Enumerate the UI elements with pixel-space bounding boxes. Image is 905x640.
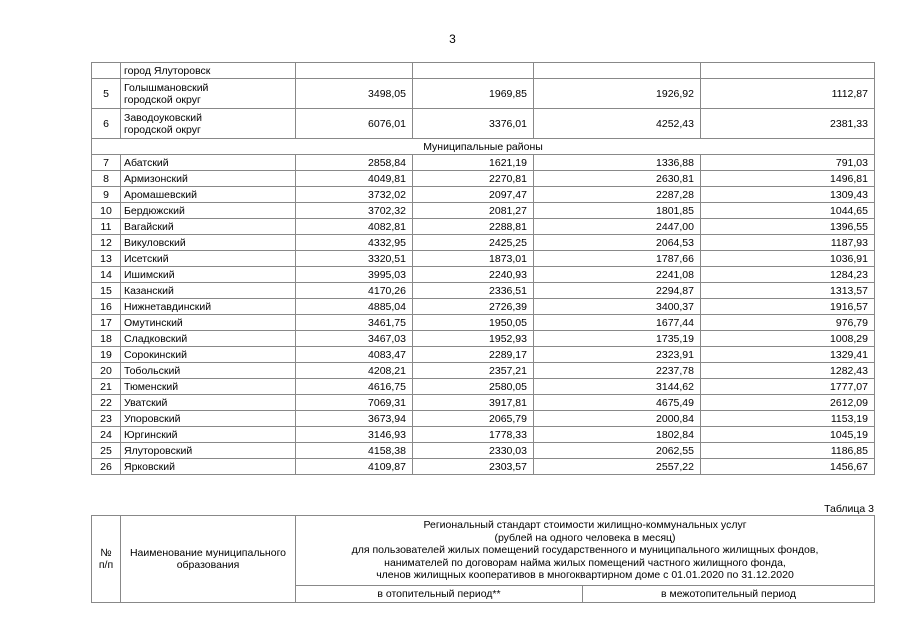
value-cell: 2097,47: [413, 187, 534, 203]
row-number-cell: 9: [92, 187, 121, 203]
table-3-label: Таблица 3: [824, 503, 874, 515]
row-number-cell: 24: [92, 427, 121, 443]
row-number-cell: 23: [92, 411, 121, 427]
table-row: [92, 411, 875, 427]
row-number-cell: 5: [92, 79, 121, 109]
municipality-name-cell: Ярковский: [121, 459, 296, 475]
row-number-cell: 8: [92, 171, 121, 187]
page-number: 3: [449, 32, 456, 46]
value-cell: 2612,09: [701, 395, 875, 411]
municipality-name-cell: [121, 79, 296, 109]
value-cell: 3917,81: [413, 395, 534, 411]
value-cell: 4082,81: [296, 219, 413, 235]
value-cell: 2287,28: [534, 187, 701, 203]
municipality-name-cell: Упоровский: [121, 411, 296, 427]
table-3-header: [91, 515, 875, 603]
municipality-name-cell: город Ялуторовск: [121, 63, 296, 79]
value-cell: 4675,49: [534, 395, 701, 411]
value-cell: 3320,51: [296, 251, 413, 267]
value-cell: 4616,75: [296, 379, 413, 395]
value-cell: 1396,55: [701, 219, 875, 235]
table-row: [92, 171, 875, 187]
municipality-name-cell: Вагайский: [121, 219, 296, 235]
standard-cost-header-line: Региональный стандарт стоимости жилищно-коммунальных услуг: [423, 519, 747, 532]
value-cell: 2270,81: [413, 171, 534, 187]
table-row: [92, 155, 875, 171]
municipality-name-cell: Ялуторовский: [121, 443, 296, 459]
municipality-name-line: городской округ: [124, 93, 201, 106]
value-cell: 1153,19: [701, 411, 875, 427]
table-row: [92, 443, 875, 459]
value-cell: 1309,43: [701, 187, 875, 203]
value-cell: [534, 63, 701, 79]
municipality-name-cell: Тобольский: [121, 363, 296, 379]
value-cell: 3461,75: [296, 315, 413, 331]
value-cell: 791,03: [701, 155, 875, 171]
value-cell: 3376,01: [413, 109, 534, 139]
municipality-name-cell: Ишимский: [121, 267, 296, 283]
row-number-cell: 18: [92, 331, 121, 347]
column-name-header-line: Наименование муниципального: [129, 546, 287, 559]
value-cell: 1952,93: [413, 331, 534, 347]
row-number-cell: 20: [92, 363, 121, 379]
value-cell: 2237,78: [534, 363, 701, 379]
municipality-name-cell: Бердюжский: [121, 203, 296, 219]
value-cell: 1313,57: [701, 283, 875, 299]
municipality-name-cell: Сорокинский: [121, 347, 296, 363]
table-row: [92, 219, 875, 235]
value-cell: 1186,85: [701, 443, 875, 459]
value-cell: 1456,67: [701, 459, 875, 475]
column-number-header-line: п/п: [98, 559, 114, 571]
regional-standard-table: [91, 62, 875, 475]
value-cell: 3146,93: [296, 427, 413, 443]
row-number-cell: 16: [92, 299, 121, 315]
value-cell: [413, 63, 534, 79]
value-cell: 7069,31: [296, 395, 413, 411]
value-cell: 2303,57: [413, 459, 534, 475]
row-number-cell: 6: [92, 109, 121, 139]
value-cell: 2726,39: [413, 299, 534, 315]
table-row: [92, 235, 875, 251]
municipality-name-line: городской округ: [124, 123, 201, 136]
value-cell: 3144,62: [534, 379, 701, 395]
table-row: [92, 315, 875, 331]
value-cell: 1044,65: [701, 203, 875, 219]
value-cell: 2241,08: [534, 267, 701, 283]
row-number-cell: 25: [92, 443, 121, 459]
municipality-name-cell: Сладковский: [121, 331, 296, 347]
value-cell: 2580,05: [413, 379, 534, 395]
value-cell: 4049,81: [296, 171, 413, 187]
table-row: [92, 187, 875, 203]
municipality-name-cell: Армизонский: [121, 171, 296, 187]
standard-cost-header-line: (рублей на одного человека в месяц): [494, 531, 676, 544]
column-number-header-line: №: [100, 546, 112, 559]
table-row: [92, 283, 875, 299]
table-row: [92, 379, 875, 395]
value-cell: 1677,44: [534, 315, 701, 331]
row-number-cell: 26: [92, 459, 121, 475]
table-row: [92, 267, 875, 283]
standard-cost-header-line: для пользователей жилых помещений государственного и муниципального жилищных фондов,: [351, 544, 819, 557]
municipality-name-cell: Абатский: [121, 155, 296, 171]
value-cell: 2288,81: [413, 219, 534, 235]
value-cell: 2447,00: [534, 219, 701, 235]
value-cell: 1329,41: [701, 347, 875, 363]
row-number-cell: [92, 63, 121, 79]
value-cell: 1950,05: [413, 315, 534, 331]
section-header: Муниципальные районы: [92, 139, 875, 155]
standard-cost-header-line: членов жилищных кооперативов в многоквартирном доме с 01.01.2020 по 31.12.2020: [376, 569, 794, 582]
municipality-name-cell: Омутинский: [121, 315, 296, 331]
value-cell: 2330,03: [413, 443, 534, 459]
municipality-name-line: Заводоуковский: [124, 111, 202, 124]
value-cell: 2630,81: [534, 171, 701, 187]
value-cell: 2425,25: [413, 235, 534, 251]
table-row: [92, 63, 875, 79]
value-cell: 2357,21: [413, 363, 534, 379]
municipality-name-cell: Аромашевский: [121, 187, 296, 203]
value-cell: 1008,29: [701, 331, 875, 347]
row-number-cell: 14: [92, 267, 121, 283]
value-cell: 2062,55: [534, 443, 701, 459]
value-cell: 3702,32: [296, 203, 413, 219]
value-cell: 6076,01: [296, 109, 413, 139]
municipality-name-cell: Исетский: [121, 251, 296, 267]
table-row: [92, 251, 875, 267]
table-row: [92, 395, 875, 411]
table-row: [92, 203, 875, 219]
value-cell: [296, 63, 413, 79]
column-number-header: [92, 516, 121, 603]
value-cell: 1873,01: [413, 251, 534, 267]
section-header-row: [92, 139, 875, 155]
value-cell: 2323,91: [534, 347, 701, 363]
row-number-cell: 21: [92, 379, 121, 395]
row-number-cell: 17: [92, 315, 121, 331]
value-cell: 3673,94: [296, 411, 413, 427]
value-cell: 4158,38: [296, 443, 413, 459]
value-cell: 1802,84: [534, 427, 701, 443]
value-cell: 976,79: [701, 315, 875, 331]
value-cell: 2065,79: [413, 411, 534, 427]
municipality-name-cell: Казанский: [121, 283, 296, 299]
value-cell: 2064,53: [534, 235, 701, 251]
municipality-name-cell: [121, 109, 296, 139]
value-cell: 1112,87: [701, 79, 875, 109]
municipality-name-cell: Нижнетавдинский: [121, 299, 296, 315]
value-cell: 4109,87: [296, 459, 413, 475]
value-cell: 1735,19: [534, 331, 701, 347]
value-cell: 1496,81: [701, 171, 875, 187]
row-number-cell: 11: [92, 219, 121, 235]
value-cell: 1036,91: [701, 251, 875, 267]
value-cell: 3498,05: [296, 79, 413, 109]
value-cell: 3400,37: [534, 299, 701, 315]
value-cell: 1621,19: [413, 155, 534, 171]
row-number-cell: 22: [92, 395, 121, 411]
value-cell: 2381,33: [701, 109, 875, 139]
value-cell: 4208,21: [296, 363, 413, 379]
value-cell: 1282,43: [701, 363, 875, 379]
value-cell: 1284,23: [701, 267, 875, 283]
row-number-cell: 12: [92, 235, 121, 251]
value-cell: 3467,03: [296, 331, 413, 347]
row-number-cell: 15: [92, 283, 121, 299]
row-number-cell: 19: [92, 347, 121, 363]
value-cell: 4083,47: [296, 347, 413, 363]
value-cell: 1787,66: [534, 251, 701, 267]
value-cell: 4252,43: [534, 109, 701, 139]
column-name-header: [121, 516, 296, 603]
value-cell: 3732,02: [296, 187, 413, 203]
value-cell: 3995,03: [296, 267, 413, 283]
table-row: [92, 427, 875, 443]
off-heating-period-header: в межотопительный период: [583, 586, 875, 603]
value-cell: 1801,85: [534, 203, 701, 219]
value-cell: 2240,93: [413, 267, 534, 283]
table-row: [92, 459, 875, 475]
standard-cost-header: [296, 516, 875, 586]
municipality-name-cell: Викуловский: [121, 235, 296, 251]
row-number-cell: 7: [92, 155, 121, 171]
heating-period-header: в отопительный период**: [296, 586, 583, 603]
value-cell: 2289,17: [413, 347, 534, 363]
standard-cost-header-line: нанимателей по договорам найма жилых помещений частного жилищного фонда,: [384, 556, 786, 569]
value-cell: 2858,84: [296, 155, 413, 171]
row-number-cell: 10: [92, 203, 121, 219]
value-cell: 1969,85: [413, 79, 534, 109]
value-cell: 4332,95: [296, 235, 413, 251]
value-cell: 1777,07: [701, 379, 875, 395]
value-cell: 1778,33: [413, 427, 534, 443]
table-row: [92, 299, 875, 315]
value-cell: [701, 63, 875, 79]
column-name-header-line: образования: [176, 559, 240, 571]
municipality-name-cell: Тюменский: [121, 379, 296, 395]
table-row: [92, 79, 875, 109]
value-cell: 1045,19: [701, 427, 875, 443]
municipality-name-cell: Уватский: [121, 395, 296, 411]
table-row: [92, 363, 875, 379]
table-row: [92, 347, 875, 363]
table-row: [92, 331, 875, 347]
row-number-cell: 13: [92, 251, 121, 267]
value-cell: 4170,26: [296, 283, 413, 299]
municipality-name-line: Голышмановский: [124, 81, 209, 94]
value-cell: 1336,88: [534, 155, 701, 171]
value-cell: 1926,92: [534, 79, 701, 109]
table-row: [92, 109, 875, 139]
value-cell: 4885,04: [296, 299, 413, 315]
value-cell: 2294,87: [534, 283, 701, 299]
value-cell: 2557,22: [534, 459, 701, 475]
value-cell: 2000,84: [534, 411, 701, 427]
value-cell: 2081,27: [413, 203, 534, 219]
value-cell: 1187,93: [701, 235, 875, 251]
municipality-name-cell: Юргинский: [121, 427, 296, 443]
value-cell: 2336,51: [413, 283, 534, 299]
value-cell: 1916,57: [701, 299, 875, 315]
